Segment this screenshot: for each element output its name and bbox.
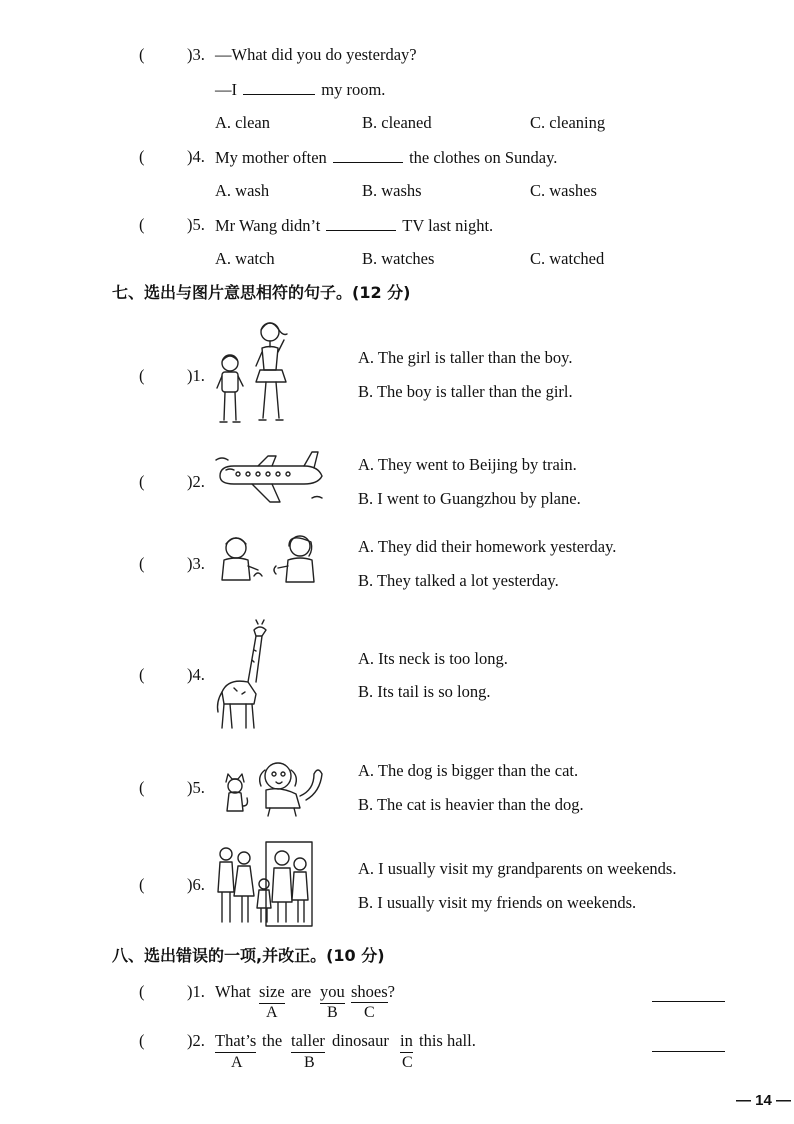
- s8-q2-letter-b: B: [304, 1054, 315, 1071]
- q3-line2-prefix: —I: [215, 80, 237, 99]
- q5-option-a[interactable]: A. watch: [215, 249, 275, 268]
- airplane-picture: [212, 448, 324, 510]
- s7-item4-option-a[interactable]: A. Its neck is too long.: [358, 649, 508, 668]
- q4-sentence: [215, 147, 557, 168]
- q4-blank[interactable]: [333, 147, 403, 163]
- s7-item3-option-b[interactable]: B. They talked a lot yesterday.: [358, 571, 559, 590]
- page-number: — 14 —: [736, 1092, 792, 1109]
- s8-q2-correction-line[interactable]: [652, 1050, 725, 1052]
- s7-item6-open-bracket: (: [139, 875, 145, 894]
- s7-item1-open-bracket: (: [139, 366, 145, 385]
- s8-q1-correction-line[interactable]: [652, 1000, 725, 1002]
- s7-item4-option-b[interactable]: B. Its tail is so long.: [358, 682, 491, 701]
- q5-suffix: TV last night.: [402, 216, 494, 235]
- s8-q2-word-this-hall: this hall.: [419, 1031, 476, 1050]
- s8-q2-letter-c: C: [402, 1054, 413, 1071]
- s7-item3-number: )3.: [187, 554, 205, 573]
- q4-suffix: the clothes on Sunday.: [409, 148, 558, 167]
- s8-q2-letter-a: A: [231, 1054, 243, 1071]
- s7-item6-option-b[interactable]: B. I usually visit my friends on weekends.: [358, 893, 637, 912]
- s8-q1-sentence-end: [351, 982, 395, 1002]
- q3-number: )3.: [187, 45, 205, 64]
- s8-q2-number: )2.: [187, 1031, 205, 1050]
- s7-item3-option-a[interactable]: A. They did their homework yesterday.: [358, 537, 617, 556]
- q4-option-c[interactable]: C. washes: [530, 181, 597, 200]
- section8-heading: 八、选出错误的一项,并改正。(10 分): [112, 946, 385, 965]
- q4-option-b[interactable]: B. washs: [362, 181, 422, 200]
- s8-q2-word-dinosaur: dinosaur: [332, 1031, 389, 1050]
- s7-item2-open-bracket: (: [139, 472, 145, 491]
- q4-open-bracket: (: [139, 147, 145, 166]
- s8-q1-underlined-a[interactable]: size: [259, 982, 285, 1004]
- s8-q1-word-what: What: [215, 982, 251, 1001]
- q4-option-a[interactable]: A. wash: [215, 181, 270, 200]
- s7-item2-option-a[interactable]: A. They went to Beijing by train.: [358, 455, 577, 474]
- s8-q1-underlined-b[interactable]: you: [320, 982, 345, 1004]
- s8-q2-word-the: the: [262, 1031, 283, 1050]
- s7-item1-option-a[interactable]: A. The girl is taller than the boy.: [358, 348, 573, 367]
- s8-q1-letter-a: A: [266, 1004, 278, 1021]
- s8-q2-underlined-b[interactable]: taller: [291, 1031, 325, 1053]
- s7-item4-number: )4.: [187, 665, 205, 684]
- q3-question: —What did you do yesterday?: [215, 45, 417, 64]
- section7-heading: 七、选出与图片意思相符的句子。(12 分): [112, 283, 411, 302]
- q5-option-b[interactable]: B. watches: [362, 249, 435, 268]
- s8-q1-word-are: are: [291, 982, 312, 1001]
- q3-option-a[interactable]: A. clean: [215, 113, 270, 132]
- cat-and-dog-picture: [220, 756, 326, 820]
- two-children-talking-picture: [214, 532, 326, 588]
- s8-q1-letter-b: B: [327, 1004, 338, 1021]
- giraffe-picture: [214, 620, 272, 732]
- q5-blank[interactable]: [326, 215, 396, 231]
- s8-q2-underlined-a[interactable]: That’s: [215, 1031, 256, 1053]
- q5-number: )5.: [187, 215, 205, 234]
- s7-item5-open-bracket: (: [139, 778, 145, 797]
- family-visit-picture: [214, 840, 316, 928]
- q5-sentence: [215, 215, 493, 236]
- q3-option-c[interactable]: C. cleaning: [530, 113, 606, 132]
- q3-blank[interactable]: [243, 79, 315, 95]
- s8-q1-letter-c: C: [364, 1004, 375, 1021]
- q3-open-bracket: (: [139, 45, 145, 64]
- s7-item2-number: )2.: [187, 472, 205, 491]
- s8-q1-question-mark: ?: [387, 982, 395, 1001]
- s7-item1-number: )1.: [187, 366, 205, 385]
- s8-q1-number: )1.: [187, 982, 205, 1001]
- q5-prefix: Mr Wang didn’t: [215, 216, 321, 235]
- s8-q1-open-bracket: (: [139, 982, 145, 1001]
- s7-item4-open-bracket: (: [139, 665, 145, 684]
- q3-answer-line: [215, 79, 385, 100]
- boy-and-girl-picture: [210, 316, 300, 428]
- s7-item6-number: )6.: [187, 875, 205, 894]
- q4-number: )4.: [187, 147, 205, 166]
- q3-line2-suffix: my room.: [321, 80, 386, 99]
- s7-item6-option-a[interactable]: A. I usually visit my grandparents on weekends.: [358, 859, 677, 878]
- q3-option-b[interactable]: B. cleaned: [362, 113, 432, 132]
- s8-q1-underlined-c[interactable]: shoes: [351, 982, 388, 1001]
- s7-item1-option-b[interactable]: B. The boy is taller than the girl.: [358, 382, 573, 401]
- q5-option-c[interactable]: C. watched: [530, 249, 605, 268]
- s7-item2-option-b[interactable]: B. I went to Guangzhou by plane.: [358, 489, 581, 508]
- s7-item5-option-a[interactable]: A. The dog is bigger than the cat.: [358, 761, 579, 780]
- q5-open-bracket: (: [139, 215, 145, 234]
- q4-prefix: My mother often: [215, 148, 327, 167]
- s7-item5-option-b[interactable]: B. The cat is heavier than the dog.: [358, 795, 584, 814]
- s8-q2-open-bracket: (: [139, 1031, 145, 1050]
- s8-q2-underlined-c[interactable]: in: [400, 1031, 413, 1053]
- s7-item3-open-bracket: (: [139, 554, 145, 573]
- s7-item5-number: )5.: [187, 778, 205, 797]
